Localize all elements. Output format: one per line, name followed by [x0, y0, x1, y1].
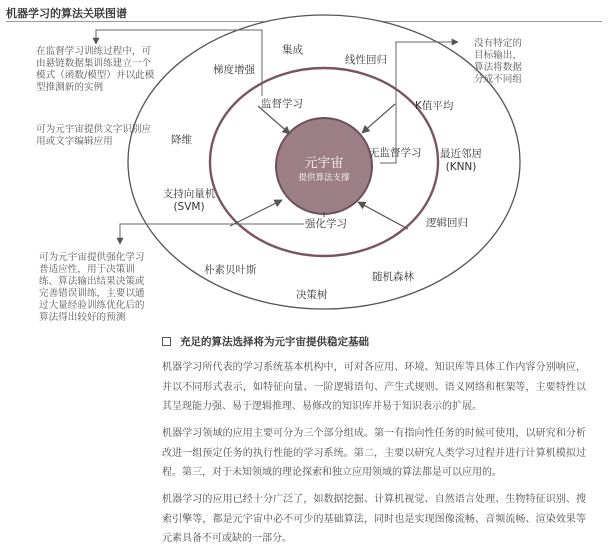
logistic-regression-label: 逻辑回归 [426, 217, 468, 229]
checkbox-bullet-icon [162, 337, 171, 346]
supervised-note: 在监督学习训练过程中，可由悬链数据集训练建立一个模式（函数/模型）并以此模型推测新的实例 [36, 46, 155, 93]
knn-label-line2: (KNN) [445, 161, 477, 173]
knn-label [440, 148, 482, 174]
reinforcement-learning-label: 强化学习 [305, 218, 347, 230]
text-recognition-note: 可为元宇宙提供文字识别应用或文字编辑应用 [36, 124, 152, 147]
svm-label-line2: (SVM) [173, 201, 205, 213]
core-subtitle: 提供算法支撑 [298, 173, 350, 183]
supervised-learning-label: 监督学习 [261, 98, 303, 110]
ensemble-label: 集成 [282, 44, 303, 56]
svm-label [163, 188, 216, 214]
unsupervised-learning-label: 无监督学习 [369, 147, 422, 159]
body-paragraph-1: 机器学习所代表的学习系统基本机构中，可对各应用、环境、知识库等具体工作内容分别响应，并以不同形式表示，如特征向量、一阶逻辑语句、产生式规则、语义网络和框架等，主要特性以其呈现能力强、易于逻辑推理、易修改的知识库并易于知识表示的扩展。 [162, 362, 586, 412]
gradient-boosting-label: 梯度增强 [213, 64, 255, 76]
section-heading [162, 334, 369, 349]
section-heading-text: 充足的算法选择将为元宇宙提供稳定基础 [180, 336, 369, 348]
page-title: 机器学习的算法关联图谱 [6, 7, 127, 20]
linear-regression-label: 线性回归 [345, 54, 387, 66]
core-title: 元宇宙 [304, 156, 344, 171]
kmeans-label: K值平均 [415, 100, 454, 112]
unsupervised-note: 没有特定的目标输出，算法将数据分成不同组 [474, 38, 522, 85]
body-paragraph-3: 机器学习的应用已经十分广泛了，如数据挖掘、计算机视觉、自然语言处理、生物特征识别、搜索引擎等，都是元宇宙中必不可少的基础算法，同时也是实现图像流畅、音频流畅、渲染效果等元素具备不可或缺的一部分。 [162, 494, 586, 544]
naive-bayes-label: 朴素贝叶斯 [204, 264, 257, 276]
decision-tree-label: 决策树 [296, 289, 328, 301]
knn-label-line1: 最近邻居 [440, 148, 482, 160]
body-paragraph-2: 机器学习领域的应用主要可分为三个部分组成。第一有指向性任务的时候可使用，以研究和分析改进一组预定任务的执行性能的学习系统。第二，主要以研究人类学习过程并进行计算机模拟过程。第三，对于未知领域的理论探索和独立应用领域的算法都是可以应用的。 [162, 428, 586, 478]
svm-label-line1: 支持向量机 [162, 188, 216, 200]
dim-reduction-label: 降维 [171, 134, 192, 146]
random-forest-label: 随机森林 [372, 271, 414, 283]
reinforcement-note: 可为元宇宙提供强化学习普适应性，用于决策训练、算法输出结果决策或完善错误训练，主要以通过大量经验训练优化后的算法得出较好的预测 [39, 252, 145, 323]
